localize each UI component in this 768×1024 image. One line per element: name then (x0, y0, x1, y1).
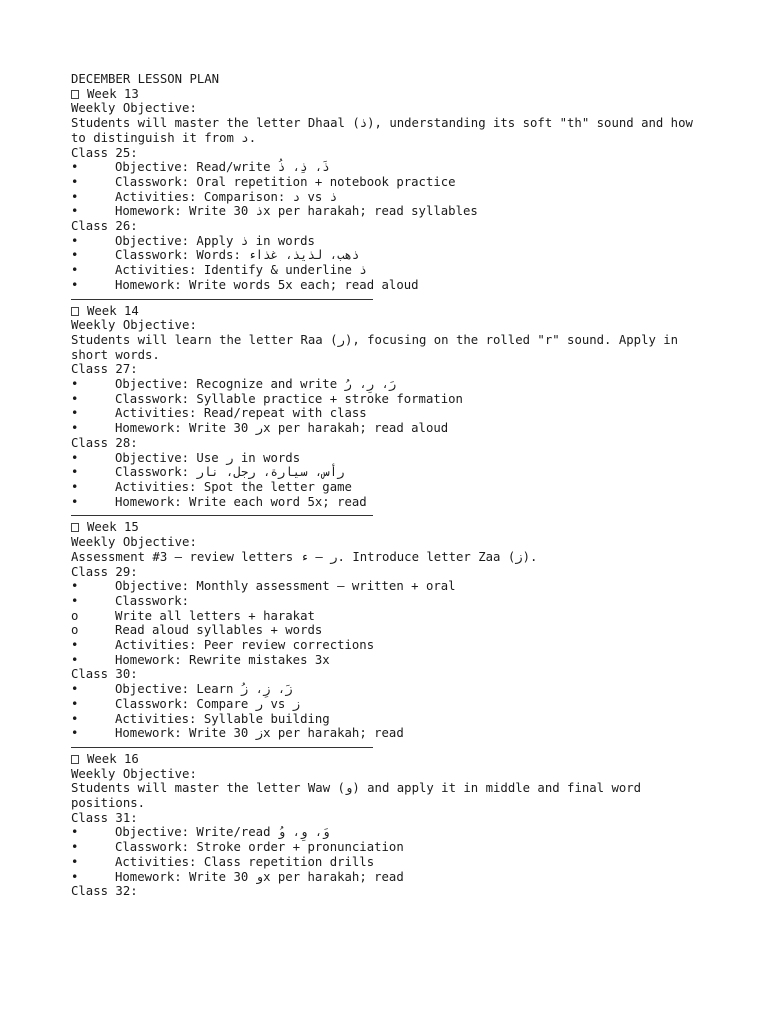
bullet-icon: • (71, 638, 79, 653)
bullet-icon: • (71, 233, 79, 248)
week-objective: Assessment #3 — review letters ر – ء. Introduce letter Zaa (ز). (71, 549, 538, 564)
sub-bullet-icon: o (71, 608, 79, 623)
week-title: Week 13 (87, 86, 139, 101)
checkbox-icon (71, 307, 79, 316)
week-title: Week 14 (87, 303, 139, 318)
list-item-text: Activities: Class repetition drills (115, 854, 375, 869)
week-heading (71, 87, 711, 102)
section-divider (71, 299, 373, 300)
bullet-icon: • (71, 377, 79, 392)
list-item (71, 263, 711, 278)
bullet-icon: • (71, 682, 79, 697)
bullet-icon: • (71, 494, 79, 509)
objective-label: Weekly Objective: (71, 535, 197, 550)
week-title: Week 15 (87, 520, 139, 535)
list-item (71, 234, 711, 249)
list-item-text: Objective: Monthly assessment — written + oral (115, 579, 456, 594)
week-heading (71, 520, 711, 535)
bullet-icon: • (71, 406, 79, 421)
list-item-text: Classwork: Words: ذهب، لذيذ، غذاء (115, 248, 360, 263)
bullet-icon: • (71, 248, 79, 263)
list-item (71, 204, 711, 219)
section-divider (71, 515, 373, 516)
list-item-text: Write all letters + harakat (115, 608, 315, 623)
class-label: Class 25: (71, 145, 138, 160)
checkbox-icon (71, 90, 79, 99)
list-item-text: Classwork: Stroke order + pronunciation (115, 840, 404, 855)
objective-label: Weekly Objective: (71, 766, 197, 781)
document-title: DECEMBER LESSON PLAN (71, 72, 220, 86)
class-label: Class 28: (71, 435, 138, 450)
list-item-text: Homework: Write each word 5x; read (115, 494, 367, 509)
list-item-text: Classwork: Syllable practice + stroke formation (115, 391, 463, 406)
bullet-icon: • (71, 204, 79, 219)
week-objective: Students will master the letter Dhaal (ذ), understanding its soft "th" sound and how to distinguish it from د. (71, 116, 701, 145)
week-heading (71, 304, 711, 319)
list-item-text: Read aloud syllables + words (115, 623, 323, 638)
bullet-icon: • (71, 189, 79, 204)
weeks-container (71, 87, 711, 899)
list-item (71, 451, 711, 466)
list-item-text: Objective: Write/read وَ، وِ، وُ (115, 825, 330, 840)
list-item (71, 712, 711, 727)
list-item (71, 726, 711, 741)
list-item (71, 609, 711, 624)
list-item (71, 825, 711, 840)
list-item (71, 392, 711, 407)
list-item (71, 653, 711, 668)
list-item-text: Activities: Spot the letter game (115, 479, 352, 494)
list-item-text: Objective: Read/write ذَ، ذِ، ذُ (115, 160, 330, 175)
bullet-icon: • (71, 479, 79, 494)
bullet-icon: • (71, 465, 79, 480)
bullet-icon: • (71, 579, 79, 594)
bullet-icon: • (71, 711, 79, 726)
list-item-text: Activities: Peer review corrections (115, 638, 375, 653)
section-divider (71, 747, 373, 748)
bullet-icon: • (71, 160, 79, 175)
checkbox-icon (71, 523, 79, 532)
list-item (71, 421, 711, 436)
bullet-icon: • (71, 450, 79, 465)
list-item (71, 638, 711, 653)
checkbox-icon (71, 755, 79, 764)
bullet-icon: • (71, 421, 79, 436)
list-item (71, 623, 711, 638)
list-item-text: Classwork: Oral repetition + notebook practice (115, 174, 456, 189)
list-item (71, 248, 711, 263)
class-label: Class 27: (71, 362, 138, 377)
list-item-text: Classwork: Compare ر vs ز (115, 696, 301, 711)
bullet-icon: • (71, 652, 79, 667)
list-item-text: Activities: Read/repeat with class (115, 406, 367, 421)
bullet-icon: • (71, 854, 79, 869)
list-item (71, 190, 711, 205)
bullet-icon: • (71, 696, 79, 711)
week-objective: Students will learn the letter Raa (ر), focusing on the rolled "r" sound. Apply in short words. (71, 332, 686, 362)
objective-label: Weekly Objective: (71, 101, 197, 116)
list-item (71, 594, 711, 609)
list-item-text: Classwork: (115, 593, 190, 608)
list-item (71, 278, 711, 293)
list-item-text: Activities: Identify & underline ذ (115, 263, 367, 278)
list-item (71, 465, 711, 480)
bullet-icon: • (71, 726, 79, 741)
bullet-icon: • (71, 593, 79, 608)
list-item (71, 870, 711, 885)
list-item-text: Homework: Write 30 ذx per harakah; read syllables (115, 204, 478, 219)
list-item-text: Homework: Write 30 رx per harakah; read aloud (115, 421, 449, 436)
list-item (71, 579, 711, 594)
list-item (71, 377, 711, 392)
list-item-text: Homework: Write 30 وx per harakah; read (115, 869, 404, 884)
list-item-text: Activities: Syllable building (115, 711, 330, 726)
week-heading (71, 752, 711, 767)
list-item (71, 697, 711, 712)
class-label: Class 30: (71, 667, 138, 682)
sub-bullet-icon: o (71, 623, 79, 638)
bullet-icon: • (71, 840, 79, 855)
class-label: Class 31: (71, 810, 138, 825)
bullet-icon: • (71, 391, 79, 406)
week-title: Week 16 (87, 751, 139, 766)
list-item-text: Objective: Use ر in words (115, 450, 301, 465)
class-label: Class 29: (71, 564, 138, 579)
bullet-icon: • (71, 277, 79, 292)
list-item-text: Classwork: رأس، سيارة، رجل، نار (115, 465, 345, 480)
bullet-icon: • (71, 825, 79, 840)
list-item-text: Objective: Learn زَ، زِ، زُ (115, 682, 293, 697)
list-item (71, 840, 711, 855)
class-label: Class 32: (71, 884, 138, 899)
list-item-text: Activities: Comparison: د vs ذ (115, 189, 338, 204)
week-objective: Students will master the letter Waw (و) and apply it in middle and final word positions. (71, 781, 649, 811)
list-item-text: Homework: Write words 5x each; read aloud (115, 277, 419, 292)
list-item-text: Objective: Apply ذ in words (115, 233, 315, 248)
list-item (71, 175, 711, 190)
bullet-icon: • (71, 869, 79, 884)
list-item (71, 682, 711, 697)
list-item (71, 480, 711, 495)
document-page (71, 72, 711, 899)
list-item (71, 855, 711, 870)
bullet-icon: • (71, 174, 79, 189)
list-item-text: Homework: Rewrite mistakes 3x (115, 652, 330, 667)
list-item-text: Homework: Write 30 زx per harakah; read (115, 726, 404, 741)
list-item (71, 495, 711, 510)
class-label: Class 26: (71, 219, 138, 234)
list-item (71, 160, 711, 175)
list-item-text: Objective: Recognize and write رَ، رِ، رُ (115, 377, 397, 392)
list-item (71, 406, 711, 421)
objective-label: Weekly Objective: (71, 318, 197, 333)
bullet-icon: • (71, 263, 79, 278)
